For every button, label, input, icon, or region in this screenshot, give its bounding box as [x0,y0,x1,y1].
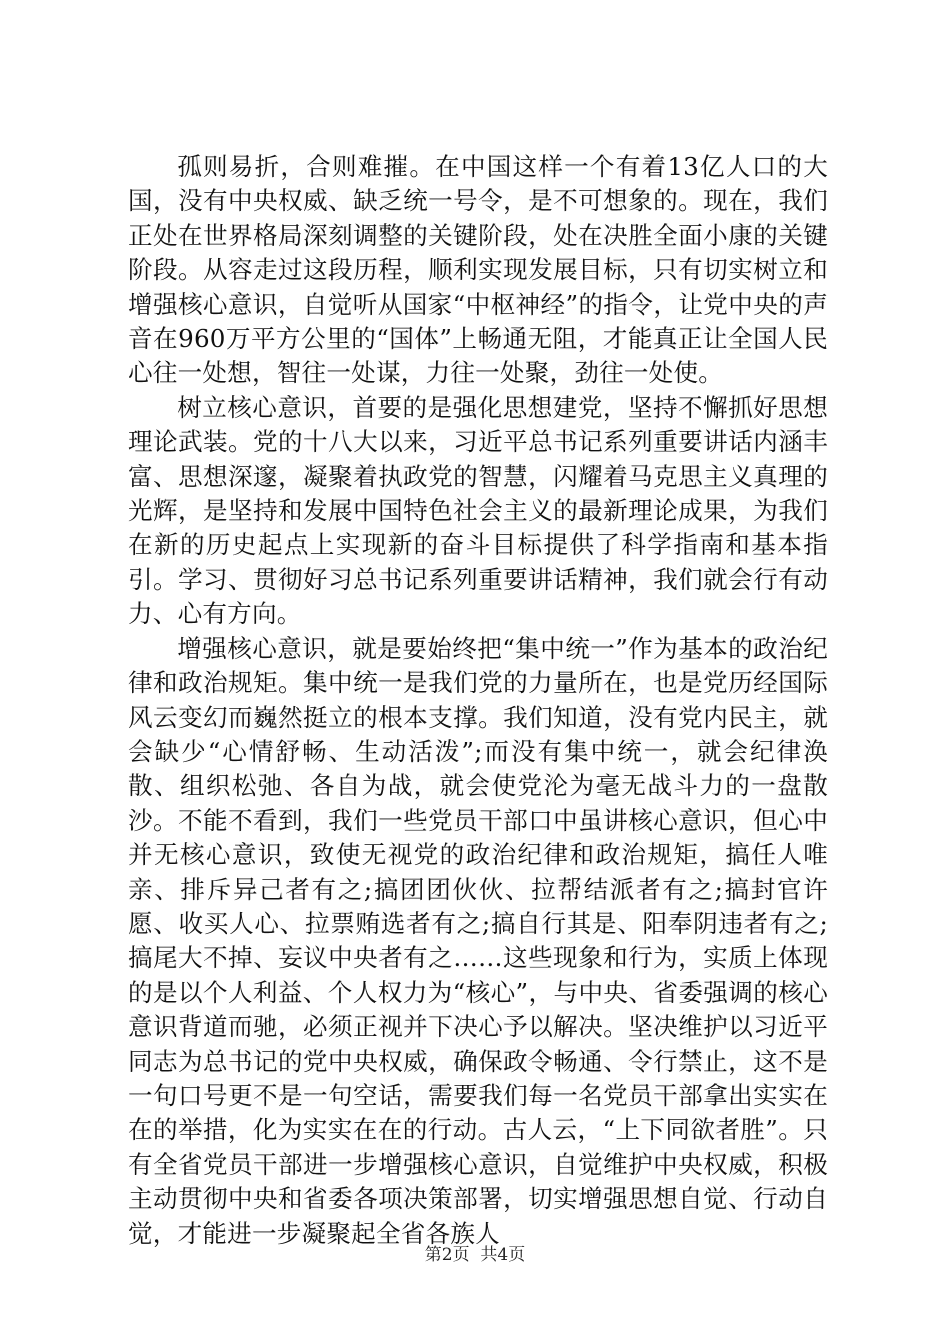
paragraph-2: 树立核心意识，首要的是强化思想建党，坚持不懈抓好思想理论武装。党的十八大以来，习近平总书记系列重要讲话内涵丰富、思想深邃，凝聚着执政党的智慧，闪耀着马克思主义真理的光辉，是坚持和发展中国特色社会主义的最新理论成果，为我们在新的历史起点上实现新的奋斗目标提供了科学指南和基本指引。学习、贯彻好习总书记系列重要讲话精神，我们就会行有动力、心有方向。 [128,392,828,629]
page-footer [0,1244,950,1266]
paragraph-1: 孤则易折，合则难摧。在中国这样一个有着13亿人口的大国，没有中央权威、缺乏统一号令，是不可想象的。现在，我们正处在世界格局深刻调整的关键阶段，处在决胜全面小康的关键阶段。从容走过这段历程，顺利实现发展目标，只有切实树立和增强核心意识，自觉听从国家“中枢神经”的指令，让党中央的声音在960万平方公里的“国体”上畅通无阻，才能真正让全国人民心往一处想，智往一处谋，力往一处聚，劲往一处使。 [128,152,828,388]
document-body [128,150,828,1251]
paragraph-3: 增强核心意识，就是要始终把“集中统一”作为基本的政治纪律和政治规矩。集中统一是我们党的力量所在，也是党历经国际风云变幻而巍然挺立的根本支撑。我们知道，没有党内民主，就会缺少“心情舒畅、生动活泼”;而没有集中统一，就会纪律涣散、组织松弛、各自为战，就会使党沦为毫无战斗力的一盘散沙。不能不看到，我们一些党员干部口中虽讲核心意识，但心中并无核心意识，致使无视党的政治纪律和政治规矩，搞任人唯亲、排斥异己者有之;搞团团伙伙、拉帮结派者有之;搞封官许愿、收买人心、拉票贿选者有之;搞自行其是、阳奉阴违者有之;搞尾大不掉、妄议中央者有之……这些现象和行为，实质上体现的是以个人利益、个人权力为“核心”，与中央、省委强调的核心意识背道而驰，必须正视并下决心予以解决。坚决维护以习近平同志为总书记的党中央权威，确保政令畅通、令行禁止，这不是一句口号更不是一句空话，需要我们每一名党员干部拿出实实在在的举措，化为实实在在的行动。古人云，“上下同欲者胜”。只有全省党员干部进一步增强核心意识，自觉维护中央权威，积极主动贯彻中央和省委各项决策部署，切实增强思想自觉、行动自觉，才能进一步凝聚起全省各族人 [128,633,828,1248]
page-number-label: 第2页 共4页 [424,1245,526,1265]
